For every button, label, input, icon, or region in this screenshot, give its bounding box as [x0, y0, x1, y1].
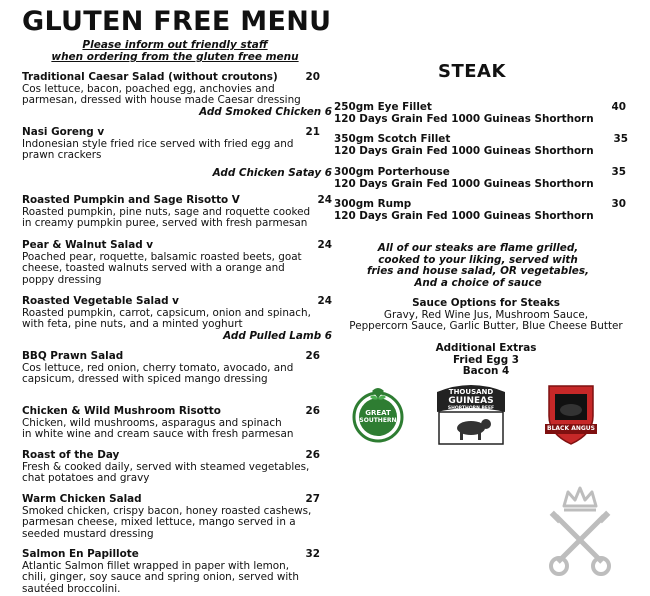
guineas-text: [441, 388, 501, 412]
item-price: 24: [317, 295, 332, 307]
item-name: Pear & Walnut Salad v: [22, 239, 154, 251]
steak-desc: 120 Days Grain Fed 1000 Guineas Shorthorn: [334, 209, 594, 222]
sauce-line: Peppercorn Sauce, Garlic Butter, Blue Cheese Butter: [349, 320, 623, 333]
item-price: 26: [305, 350, 320, 362]
item-addon: Add Chicken Satay 6: [212, 166, 332, 179]
additional-extras: [336, 343, 636, 378]
steak-item: [334, 134, 630, 157]
menu-item: [22, 406, 332, 441]
extras-heading: Additional Extras: [435, 342, 537, 354]
item-desc: in creamy pumpkin puree, served with fresh parmesan: [22, 217, 308, 230]
item-price: 26: [305, 405, 320, 417]
item-price: 27: [305, 493, 320, 505]
steak-price: 35: [613, 133, 628, 145]
item-desc: prawn crackers: [22, 149, 102, 162]
item-addon: Add Pulled Lamb 6: [223, 329, 332, 342]
logo-text: SOUTHERN: [359, 417, 397, 424]
item-name: Chicken & Wild Mushroom Risotto: [22, 405, 221, 417]
item-desc: Atlantic Salmon fillet wrapped in paper with lemon,: [22, 559, 290, 572]
item-name: Roast of the Day: [22, 449, 120, 461]
great-southern-text: [358, 409, 398, 425]
item-name: Traditional Caesar Salad (without croutons): [22, 71, 278, 83]
steak-name: 250gm Eye Fillet: [334, 101, 432, 113]
logo-text: GUINEAS: [448, 396, 494, 406]
notice-line-1: Please inform out friendly staff: [82, 39, 268, 51]
item-name: Roasted Pumpkin and Sage Risotto V: [22, 194, 240, 206]
steak-item: [334, 102, 630, 125]
steak-desc: 120 Days Grain Fed 1000 Guineas Shorthorn: [334, 144, 594, 157]
item-desc: in white wine and cream sauce with fresh parmesan: [22, 428, 294, 441]
item-desc: Roasted pumpkin, pine nuts, sage and roquette cooked: [22, 205, 311, 218]
item-desc: Cos lettuce, red onion, cherry tomato, avocado, and: [22, 361, 294, 374]
item-price: 24: [317, 194, 332, 206]
extras-line: Bacon 4: [462, 365, 510, 378]
black-angus-logo: [543, 382, 599, 446]
menu-item: [22, 351, 332, 386]
thousand-guineas-logo: [433, 382, 509, 446]
extras-line: Fried Egg 3: [452, 353, 520, 366]
item-price: 24: [317, 239, 332, 251]
item-desc: Roasted pumpkin, carrot, capsicum, onion and spinach,: [22, 306, 311, 319]
black-angus-text: BLACK ANGUS: [547, 425, 595, 432]
item-desc: Indonesian style fried rice served with fried egg and: [22, 137, 294, 150]
item-desc: chili, ginger, soy sauce and spring onion, served with: [22, 571, 299, 584]
item-desc: seeded mustard dressing: [22, 527, 154, 540]
sauce-options: [336, 298, 636, 333]
logo-text: THOUSAND: [448, 388, 494, 396]
item-price: 32: [305, 548, 320, 560]
steak-heading: STEAK: [438, 61, 506, 82]
steak-item: [334, 167, 630, 190]
menu-item: [22, 127, 332, 179]
item-desc: Smoked chicken, crispy bacon, honey roasted cashews,: [22, 504, 312, 517]
item-desc: parmesan cheese, mixed lettuce, mango served in a: [22, 516, 296, 529]
steak-price: 30: [611, 198, 626, 210]
steak-price: 40: [611, 101, 626, 113]
item-name: Roasted Vegetable Salad v: [22, 295, 179, 307]
steak-name: 350gm Scotch Fillet: [334, 133, 451, 145]
item-desc: cheese, toasted walnuts served with a orange and: [22, 262, 285, 275]
item-name: Warm Chicken Salad: [22, 493, 142, 505]
logo-text: SHORTHORN BEEF: [447, 406, 495, 411]
item-name: BBQ Prawn Salad: [22, 350, 124, 362]
item-price: 26: [305, 449, 320, 461]
item-desc: Poached pear, roquette, balsamic roasted beets, goat: [22, 250, 302, 263]
menu-title: GLUTEN FREE MENU: [22, 6, 332, 37]
menu-item: [22, 240, 332, 286]
item-price: 21: [305, 126, 320, 138]
menu-item: [22, 296, 332, 342]
steak-note-line: cooked to your liking, served with: [378, 253, 578, 266]
item-desc: capsicum, dressed with spiced mango dressing: [22, 373, 268, 386]
item-addon: Add Smoked Chicken 6: [199, 105, 332, 118]
item-name: Salmon En Papillote: [22, 548, 139, 560]
steak-desc: 120 Days Grain Fed 1000 Guineas Shorthorn: [334, 112, 594, 125]
steak-note-line: And a choice of sauce: [414, 276, 542, 289]
item-desc: chat potatoes and gravy: [22, 472, 150, 485]
steak-name: 300gm Rump: [334, 198, 412, 210]
steak-price: 35: [611, 166, 626, 178]
sauce-line: Gravy, Red Wine Jus, Mushroom Sauce,: [383, 308, 589, 321]
item-name: Nasi Goreng v: [22, 126, 105, 138]
notice-line-2: when ordering from the gluten free menu: [51, 51, 299, 63]
menu-item: [22, 450, 332, 485]
steak-item: [334, 199, 630, 222]
menu-item: [22, 549, 332, 595]
item-desc: parmesan, dressed with house made Caesar dressing: [22, 94, 301, 107]
item-price: 20: [305, 71, 320, 83]
logo-text: GREAT: [365, 409, 391, 417]
item-desc: sautéed broccolini.: [22, 582, 121, 595]
item-desc: Chicken, wild mushrooms, asparagus and spinach: [22, 416, 282, 429]
steak-note-line: All of our steaks are flame grilled,: [377, 242, 579, 254]
crown-keys-icon: [546, 486, 614, 578]
item-desc: Fresh & cooked daily, served with steamed vegetables,: [22, 460, 310, 473]
item-desc: poppy dressing: [22, 273, 102, 286]
item-desc: with feta, pine nuts, and a minted yoghurt: [22, 318, 243, 331]
menu-item: [22, 72, 332, 118]
menu-item: [22, 494, 332, 540]
steak-note-line: fries and house salad, OR vegetables,: [367, 265, 589, 278]
steak-note: [328, 243, 628, 289]
item-desc: Cos lettuce, bacon, poached egg, anchovies and: [22, 82, 275, 95]
sauce-heading: Sauce Options for Steaks: [412, 297, 560, 309]
great-southern-logo: [352, 385, 404, 443]
steak-desc: 120 Days Grain Fed 1000 Guineas Shorthorn: [334, 177, 594, 190]
menu-item: [22, 195, 332, 230]
steak-name: 300gm Porterhouse: [334, 166, 450, 178]
